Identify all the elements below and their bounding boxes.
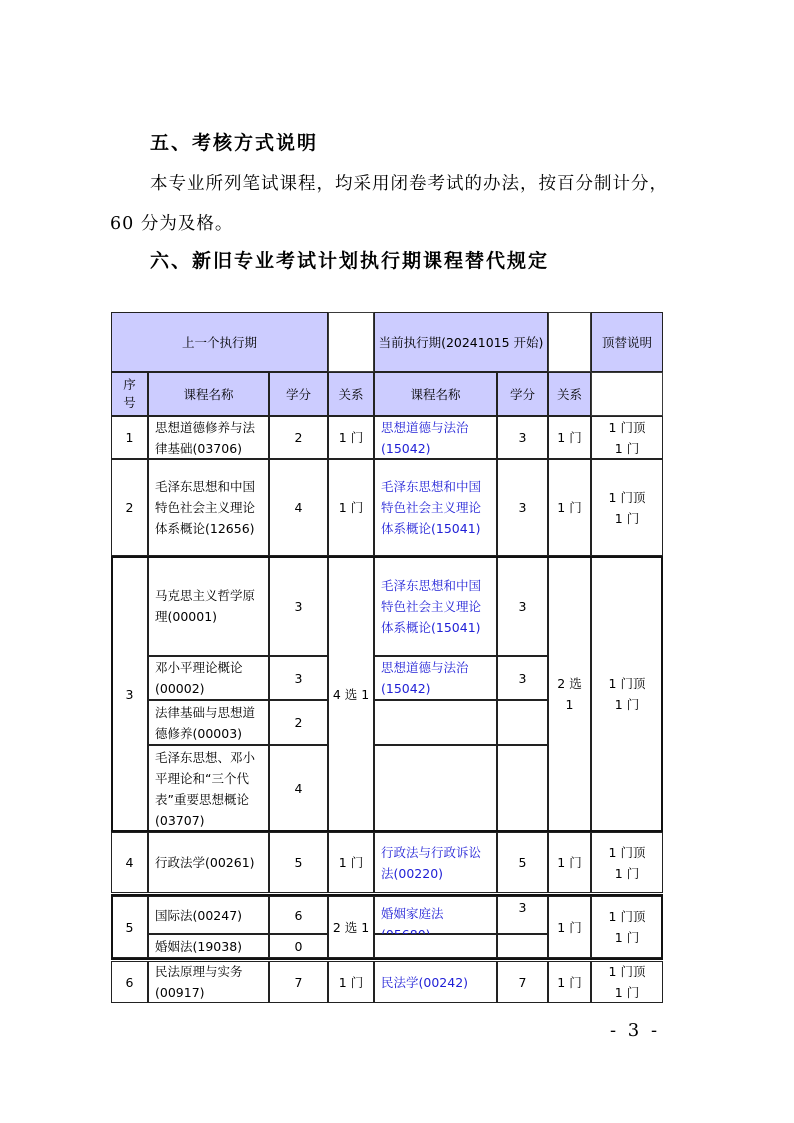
new-credit: 3 [497,896,548,934]
old-course-name: 思想道德修养与法律基础(03706) [148,416,269,459]
new-course-name: 思想道德与法治(15042) [374,416,497,459]
replace-note-cell: 1 门顶 1 门 [591,961,663,1003]
section5-heading: 五、考核方式说明 [150,132,319,154]
old-course-name: 行政法学(00261) [148,832,269,893]
old-course-name: 毛泽东思想和中国特色社会主义理论体系概论(12656) [148,459,269,556]
old-credit: 2 [269,416,328,459]
column-new-relation: 关系 [548,372,591,416]
header-blank-cell [548,312,591,372]
old-credit: 4 [269,745,328,832]
old-course-name: 毛泽东思想、邓小平理论和“三个代表”重要思想概论(03707) [148,745,269,832]
relation-cell: 1 门 [328,961,374,1003]
column-new-course-name: 课程名称 [374,372,497,416]
relation-cell: 2 选 1 [328,896,374,958]
header-blank-cell [328,312,374,372]
new-credit: 3 [497,416,548,459]
old-course-name: 民法原理与实务(00917) [148,961,269,1003]
old-credit: 4 [269,459,328,556]
old-credit: 5 [269,832,328,893]
relation-cell: 1 门 [328,459,374,556]
replace-note-cell: 1 门顶 1 门 [591,416,663,459]
seq-cell: 5 [111,896,148,958]
section5-paragraph-line1: 本专业所列笔试课程，均采用闭卷考试的办法，按百分制计分， [150,174,668,194]
replace-note-cell: 1 门顶 1 门 [591,459,663,556]
old-course-name: 法律基础与思想道德修养(00003) [148,700,269,745]
new-relation-cell: 1 门 [548,459,591,556]
new-relation-cell: 2 选 1 [548,556,591,832]
seq-cell: 2 [111,459,148,556]
new-course-name: 行政法与行政诉讼法(00220) [374,832,497,893]
new-credit: 3 [497,459,548,556]
new-credit: 7 [497,961,548,1003]
page-number: - 3 - [610,1020,661,1041]
old-course-name: 邓小平理论概论(00002) [148,656,269,700]
new-relation-cell: 1 门 [548,961,591,1003]
section5-paragraph-line2: 60 分为及格。 [110,214,234,234]
replace-note-cell: 1 门顶 1 门 [591,832,663,893]
relation-cell: 4 选 1 [328,556,374,832]
old-credit: 3 [269,656,328,700]
header-replace-note: 顶替说明 [591,312,663,372]
header-previous-period: 上一个执行期 [111,312,328,372]
new-course-name: 婚姻家庭法 [374,896,497,934]
group-5-border [111,894,663,960]
column-relation: 关系 [328,372,374,416]
column-new-credit: 学分 [497,372,548,416]
seq-cell: 1 [111,416,148,459]
seq-cell: 3 [111,556,148,832]
new-course-name: 民法学(00242) [374,961,497,1003]
old-course-name: 国际法(00247) [148,896,269,934]
new-credit: 3 [497,556,548,656]
relation-cell: 1 门 [328,832,374,893]
old-credit: 2 [269,700,328,745]
column-credit: 学分 [269,372,328,416]
new-course-name: 思想道德与法治(15042) [374,656,497,700]
old-credit: 3 [269,556,328,656]
replace-note-cell: 1 门顶 1 门 [591,556,663,832]
section6-heading: 六、新旧专业考试计划执行期课程替代规定 [150,250,550,272]
replace-note-cell: 1 门顶 1 门 [591,896,663,958]
new-relation-cell: 1 门 [548,832,591,893]
seq-cell: 6 [111,961,148,1003]
column-course-name: 课程名称 [148,372,269,416]
new-course-name: 毛泽东思想和中国特色社会主义理论体系概论(15041) [374,556,497,656]
old-credit: 6 [269,896,328,934]
new-credit: 3 [497,656,548,700]
old-course-name: 马克思主义哲学原理(00001) [148,556,269,656]
new-course-name: 毛泽东思想和中国特色社会主义理论体系概论(15041) [374,459,497,556]
new-relation-cell: 1 门 [548,416,591,459]
new-credit: 5 [497,832,548,893]
column-seq: 序号 [111,372,148,416]
seq-cell: 4 [111,832,148,893]
header-current-period: 当前执行期(20241015 开始) [374,312,548,372]
column-blank-cell [591,372,663,416]
old-credit: 7 [269,961,328,1003]
group-3-border [111,556,663,832]
old-credit: 0 [269,934,328,958]
old-course-name: 婚姻法(19038) [148,934,269,958]
new-relation-cell: 1 门 [548,896,591,958]
relation-cell: 1 门 [328,416,374,459]
